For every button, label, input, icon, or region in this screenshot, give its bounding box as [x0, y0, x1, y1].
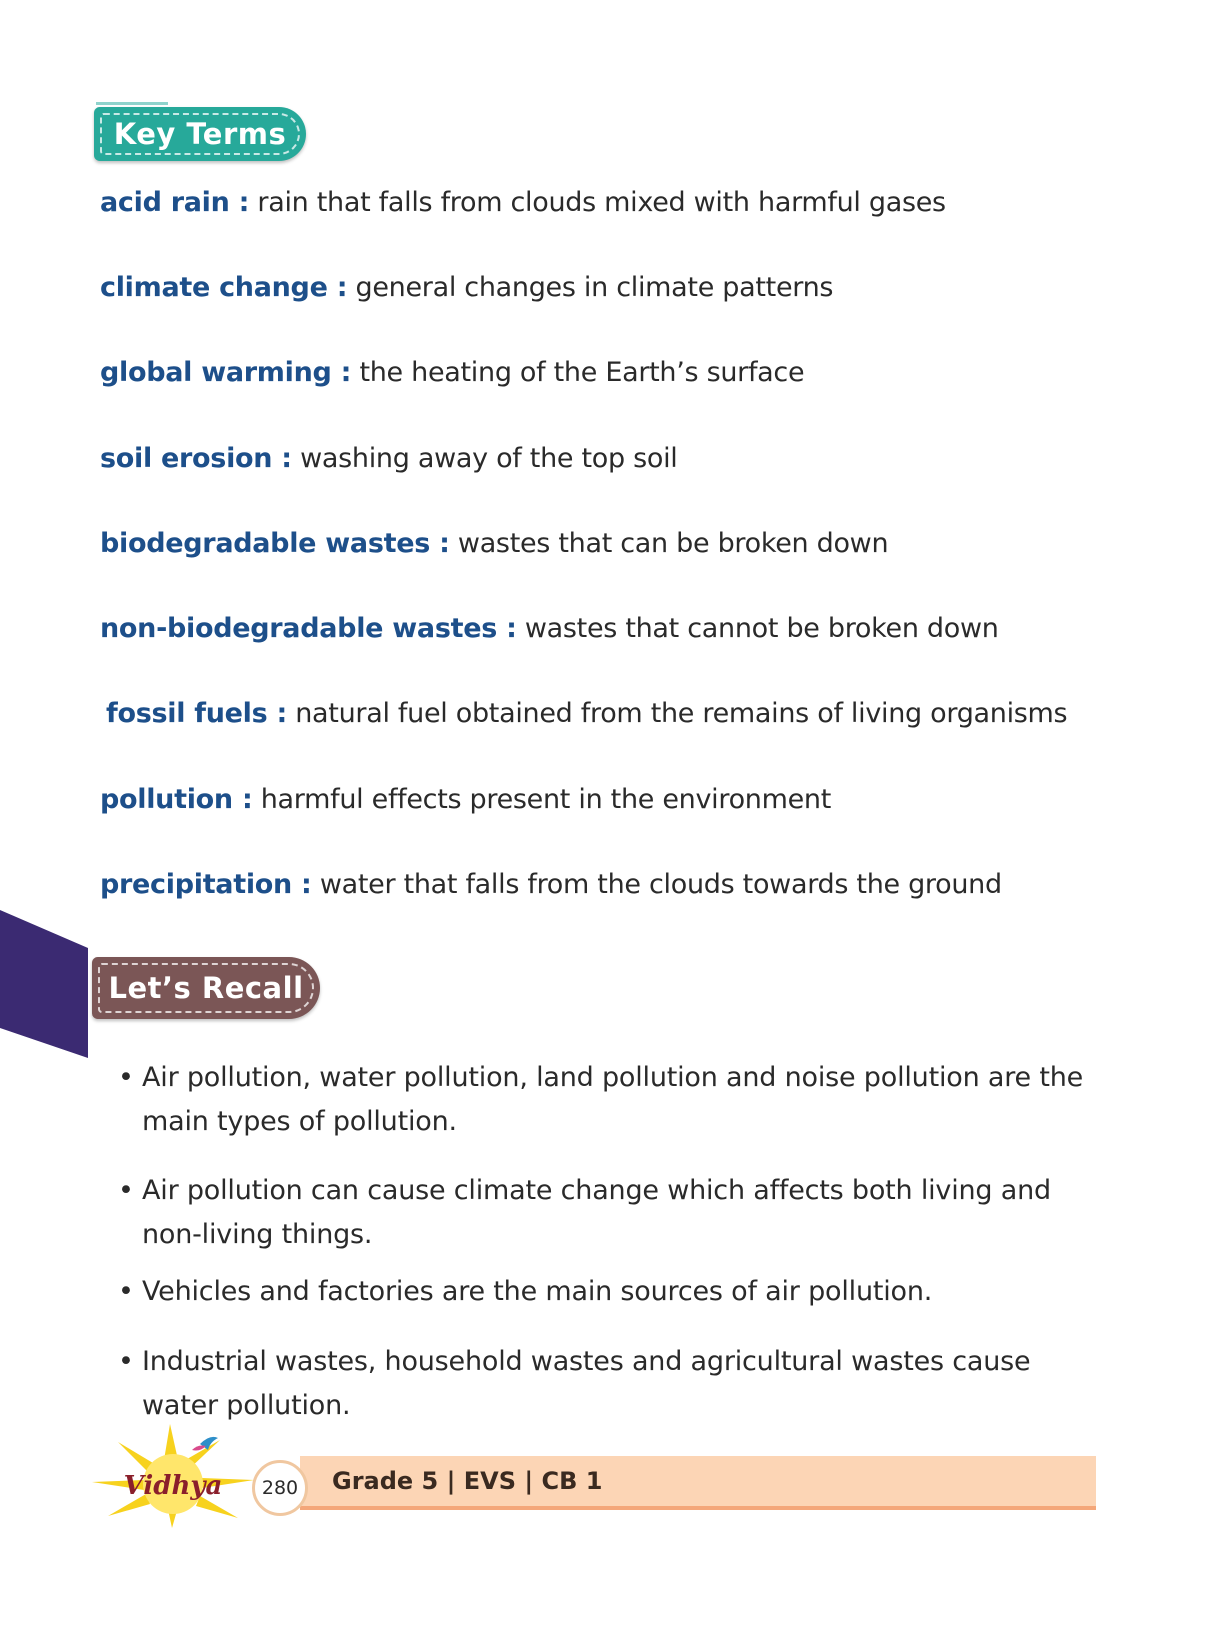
- term-definition: harmful effects present in the environment: [260, 784, 832, 815]
- term-name: fossil fuels :: [106, 698, 287, 729]
- book-info: Grade 5 | EVS | CB 1: [332, 1467, 603, 1495]
- bullet-icon: •: [118, 1346, 134, 1377]
- bullet-icon: •: [118, 1276, 134, 1307]
- term-name: pollution :: [100, 784, 253, 815]
- term-name: precipitation :: [100, 869, 312, 900]
- recall-item-text: Industrial wastes, household wastes and agricultural wastes cause water pollution.: [142, 1346, 1031, 1421]
- recall-list-item: [118, 1270, 1118, 1314]
- key-term-row: [100, 356, 804, 390]
- lets-recall-heading-badge: [92, 957, 320, 1019]
- term-definition: rain that falls from clouds mixed with harmful gases: [257, 187, 946, 218]
- bullet-icon: •: [118, 1062, 134, 1093]
- recall-list-item: [118, 1169, 1118, 1257]
- key-terms-heading-badge: [94, 107, 306, 161]
- key-term-row: [106, 697, 1067, 731]
- term-name: climate change :: [100, 272, 348, 303]
- term-name: acid rain :: [100, 187, 250, 218]
- term-definition: water that falls from the clouds towards the ground: [319, 869, 1002, 900]
- key-term-row: [100, 612, 999, 646]
- recall-list-item: [118, 1340, 1078, 1428]
- key-term-row: [100, 186, 946, 220]
- key-term-row: [100, 442, 678, 476]
- term-definition: the heating of the Earth’s surface: [359, 357, 805, 388]
- term-definition: natural fuel obtained from the remains of living organisms: [295, 698, 1068, 729]
- key-term-row: [100, 783, 831, 817]
- term-definition: wastes that cannot be broken down: [524, 613, 999, 644]
- term-name: soil erosion :: [100, 443, 292, 474]
- recall-list-item: [118, 1056, 1118, 1144]
- recall-item-text: Air pollution can cause climate change which affects both living and non-living things.: [142, 1175, 1051, 1250]
- key-term-row: [100, 271, 833, 305]
- term-name: biodegradable wastes :: [100, 528, 450, 559]
- term-definition: general changes in climate patterns: [355, 272, 834, 303]
- term-definition: wastes that can be broken down: [457, 528, 889, 559]
- side-decoration-shape: [0, 910, 88, 1058]
- key-terms-heading: Key Terms: [113, 117, 287, 151]
- term-name: non-biodegradable wastes :: [100, 613, 517, 644]
- vidhya-logo: [88, 1420, 258, 1530]
- key-terms-accent-line: [96, 102, 168, 105]
- recall-item-text: Air pollution, water pollution, land pollution and noise pollution are the main types of pollution.: [142, 1062, 1084, 1137]
- bullet-icon: •: [118, 1175, 134, 1206]
- recall-item-text: Vehicles and factories are the main sources of air pollution.: [142, 1276, 933, 1307]
- key-term-row: [100, 868, 1002, 902]
- key-term-row: [100, 527, 888, 561]
- lets-recall-heading: Let’s Recall: [108, 971, 304, 1005]
- page-number: 280: [252, 1460, 308, 1516]
- term-definition: washing away of the top soil: [300, 443, 678, 474]
- term-name: global warming :: [100, 357, 352, 388]
- logo-text: Vidhya: [123, 1471, 223, 1501]
